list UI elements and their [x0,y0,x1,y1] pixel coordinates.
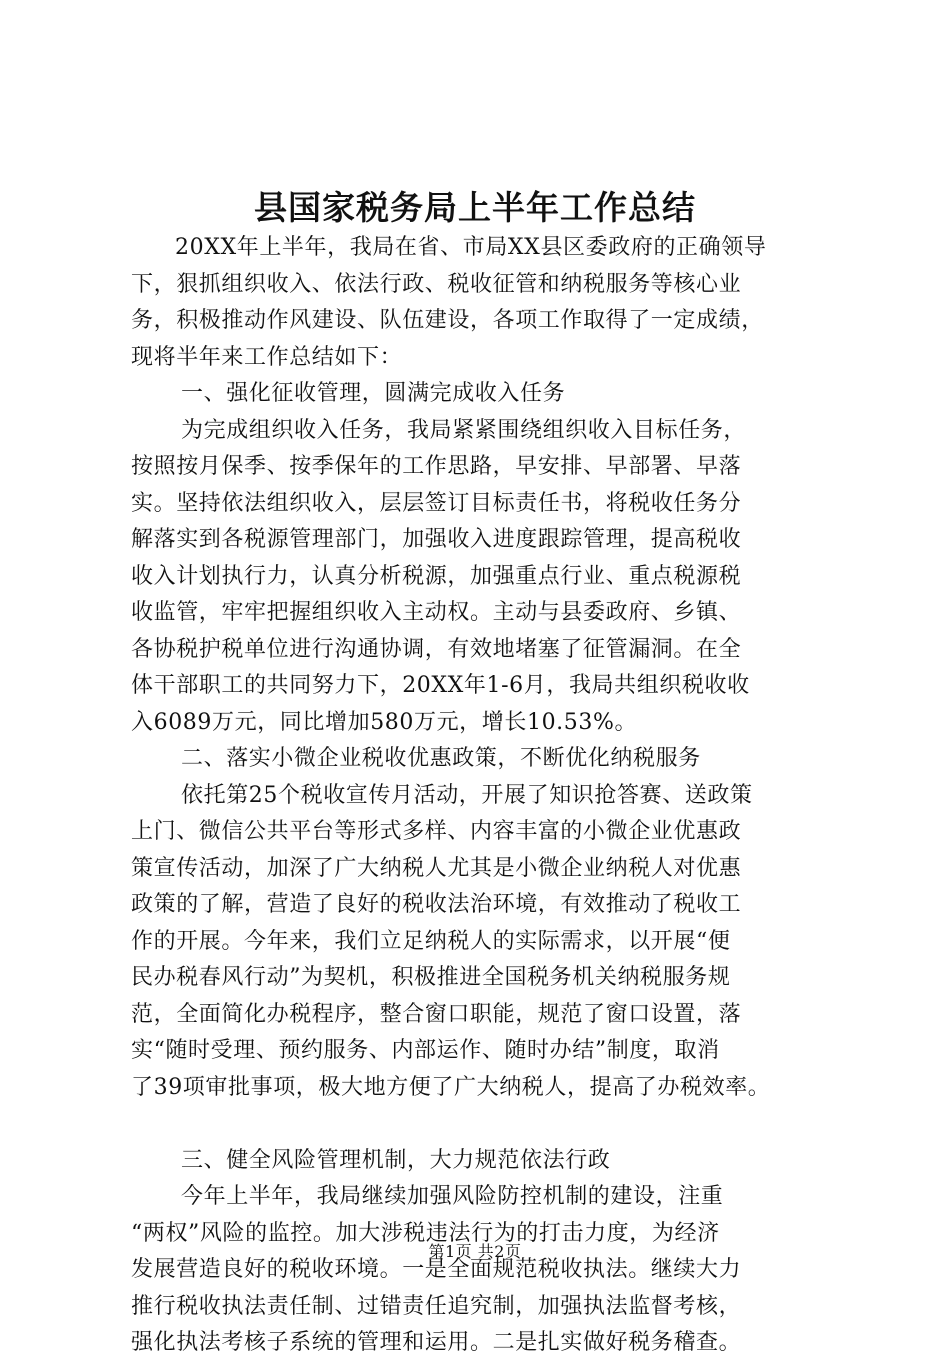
paragraph-line: 强化执法考核子系统的管理和运用。二是扎实做好税务稽查。 [131,1330,742,1355]
paragraph-line: 政策的了解，营造了良好的税收法治环境，有效推动了税收工 [131,892,742,917]
paragraph-line: 收入计划执行力，认真分析税源，加强重点行业、重点税源税 [131,563,742,589]
paragraph-line: 民办税春风行动”为契机，积极推进全国税务机关纳税服务规 [131,965,731,990]
paragraph-line: 实“随时受理、预约服务、内部运作、随时办结”制度，取消 [131,1038,720,1063]
paragraph-line: 上门、微信公共平台等形式多样、内容丰富的小微企业优惠政 [131,819,742,844]
paragraph-line: 体干部职工的共同努力下，20XX年1-6月，我局共组织税收收 [131,673,750,698]
paragraph-line: 依托第25个税收宣传月活动，开展了知识抢答赛、送政策 [181,782,753,808]
paragraph-line: 现将半年来工作总结如下： [131,344,403,370]
paragraph-line: 下，狠抓组织收入、依法行政、税收征管和纳税服务等核心业 [131,271,742,297]
paragraph-line: 推行税收执法责任制、过错责任追究制，加强执法监督考核， [131,1293,742,1319]
paragraph-line: “两权”风险的监控。加大涉税违法行为的打击力度，为经济 [131,1220,720,1246]
paragraph-line: 发展营造良好的税收环境。一是全面规范税收执法。继续大力 [131,1257,742,1282]
paragraph-line: 了39项审批事项，极大地方便了广大纳税人，提高了办税效率。 [131,1074,771,1100]
section-heading-3: 三、健全风险管理机制，大力规范依法行政 [181,1147,611,1173]
paragraph-line: 策宣传活动，加深了广大纳税人尤其是小微企业纳税人对优惠 [131,855,742,881]
page-footer: 第1页 共2页 [428,1242,522,1261]
paragraph-line: 作的开展。今年来，我们立足纳税人的实际需求，以开展“便 [131,928,731,954]
paragraph-line: 收监管，牢牢把握组织收入主动权。主动与县委政府、乡镇、 [131,600,742,625]
paragraph-line: 解落实到各税源管理部门，加强收入进度跟踪管理，提高税收 [131,527,742,552]
paragraph-line: 今年上半年，我局继续加强风险防控机制的建设，注重 [181,1184,724,1209]
paragraph-line: 各协税护税单位进行沟通协调，有效地堵塞了征管漏洞。在全 [131,636,742,662]
paragraph-line: 为完成组织收入任务，我局紧紧围绕组织收入目标任务， [181,417,747,443]
section-heading-1: 一、强化征收管理，圆满完成收入任务 [181,381,566,406]
paragraph-line: 范，全面简化办税程序，整合窗口职能，规范了窗口设置，落 [131,1001,742,1027]
paragraph-line: 20XX年上半年，我局在省、市局XX县区委政府的正确领导 [175,235,767,260]
document-title: 县国家税务局上半年工作总结 [254,188,696,227]
paragraph-line: 入6089万元，同比增加580万元，增长10.53%。 [131,709,638,735]
paragraph-line: 务，积极推动作风建设、队伍建设，各项工作取得了一定成绩， [131,308,764,333]
section-heading-2: 二、落实小微企业税收优惠政策，不断优化纳税服务 [181,746,701,771]
paragraph-line: 按照按月保季、按季保年的工作思路，早安排、早部署、早落 [131,454,742,479]
paragraph-line: 实。坚持依法组织收入，层层签订目标责任书，将税收任务分 [131,490,742,516]
document-body [131,230,831,1362]
blank-line [131,1106,831,1143]
